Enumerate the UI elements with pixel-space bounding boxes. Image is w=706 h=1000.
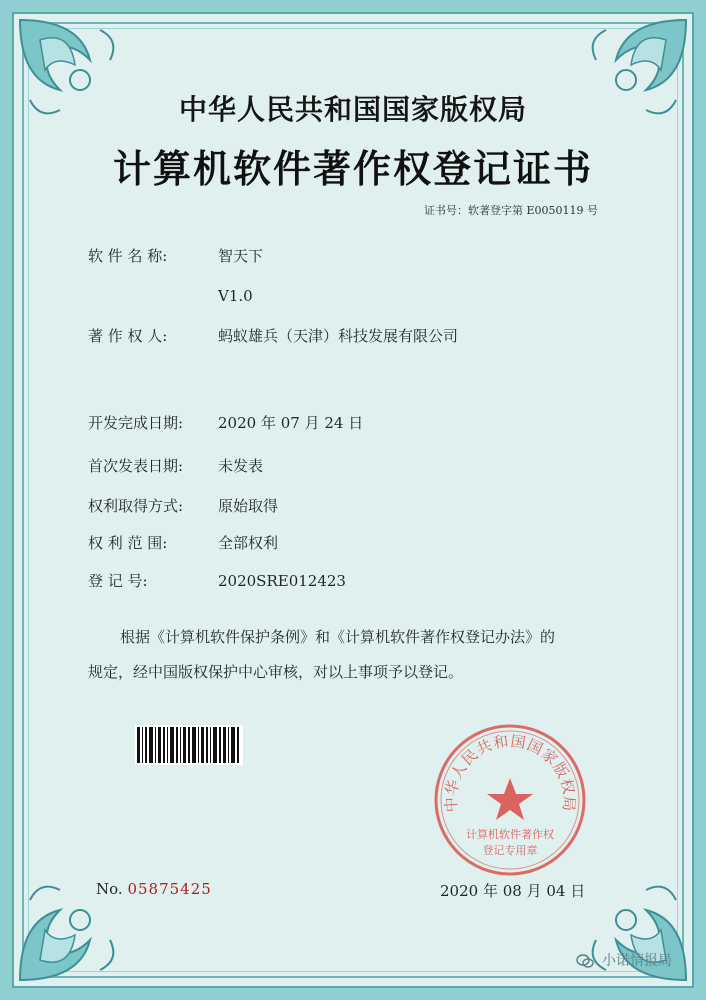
first-publish-row xyxy=(88,455,263,476)
acquisition-value: 原始取得 xyxy=(218,497,279,515)
certificate-title: 计算机软件著作权登记证书 xyxy=(112,146,593,191)
issuing-authority: 中华人民共和国国家版权局 xyxy=(178,93,527,126)
serial-prefix: No. xyxy=(96,880,123,898)
seal-inner-line-2: 登记专用章 xyxy=(482,844,538,857)
serial-number xyxy=(96,880,212,898)
registration-row xyxy=(88,570,346,591)
seal-outer-text: 中华人民共和国国家版权局 xyxy=(441,731,579,813)
version-value: V1.0 xyxy=(218,287,253,305)
scope-label: 权 利 范 围: xyxy=(88,534,168,552)
completion-date-row xyxy=(88,412,363,433)
scope-row xyxy=(88,532,278,553)
barcode xyxy=(135,725,243,765)
seal-inner-line-1: 计算机软件著作权 xyxy=(466,828,554,841)
registration-label: 登 记 号: xyxy=(88,572,148,590)
serial-value: 05875425 xyxy=(127,880,212,898)
statement-line-2: 规定，经中国版权保护中心审核，对以上事项予以登记。 xyxy=(88,663,464,681)
software-name-label: 软 件 名 称: xyxy=(88,247,168,265)
wechat-watermark xyxy=(576,950,672,970)
scope-value: 全部权利 xyxy=(218,534,279,552)
owner-row xyxy=(88,325,458,346)
software-name-row xyxy=(88,245,263,266)
version-row xyxy=(88,287,253,305)
statement-line-1: 根据《计算机软件保护条例》和《计算机软件著作权登记办法》的 xyxy=(120,628,556,646)
owner-label: 著 作 权 人: xyxy=(88,327,168,345)
acquisition-label: 权利取得方式: xyxy=(88,497,184,515)
wechat-icon xyxy=(576,954,594,968)
official-seal xyxy=(430,720,590,880)
completion-date-label: 开发完成日期: xyxy=(88,414,184,432)
corner-ornament-bottom-left xyxy=(10,840,160,990)
first-publish-label: 首次发表日期: xyxy=(88,457,184,475)
owner-value: 蚂蚁雄兵（天津）科技发展有限公司 xyxy=(218,327,459,345)
issue-date: 2020 年 08 月 04 日 xyxy=(440,882,586,900)
certificate-number: 证书号：软著登字第 E0050119 号 xyxy=(423,204,598,217)
registration-value: 2020SRE012423 xyxy=(218,572,346,590)
completion-date-value: 2020 年 07 月 24 日 xyxy=(218,414,364,432)
watermark-text: 小诺情报局 xyxy=(602,953,672,969)
acquisition-row xyxy=(88,495,278,516)
first-publish-value: 未发表 xyxy=(218,457,264,475)
software-name-value: 智天下 xyxy=(218,247,264,265)
